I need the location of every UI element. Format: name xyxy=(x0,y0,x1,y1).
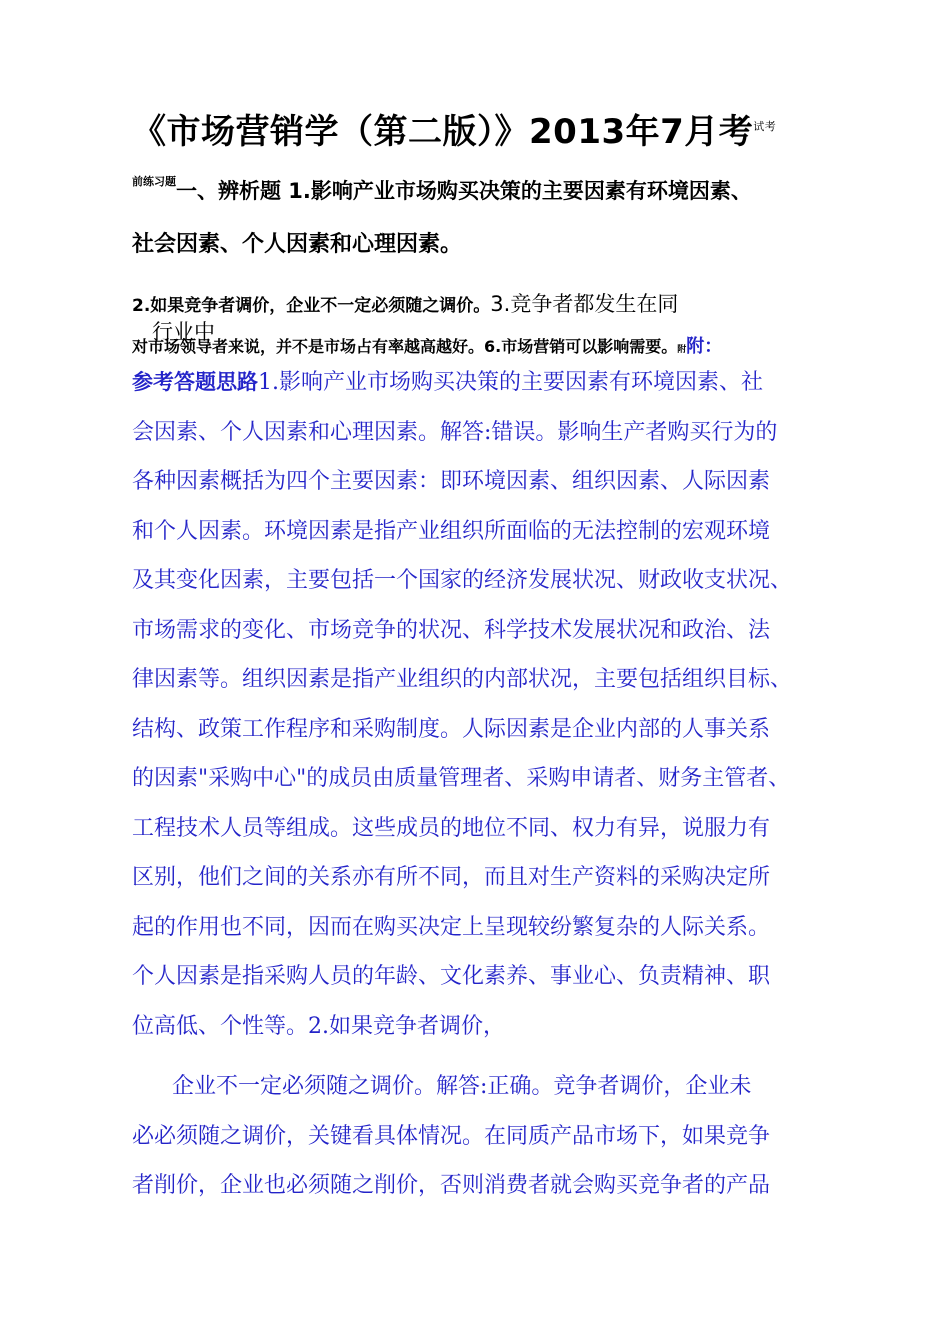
question-line-1 xyxy=(132,175,752,205)
document-title xyxy=(132,104,776,153)
answer-paragraph-2 xyxy=(132,1062,832,1211)
answer-line: 位高低、个性等。2.如果竞争者调价， xyxy=(132,1013,505,1039)
answer-line: 各种因素概括为四个主要因素：即环境因素、组织因素、人际因素 xyxy=(132,469,771,494)
answer-line: 者削价，企业也必须随之削价，否则消费者就会购买竞争者的产品 xyxy=(132,1173,771,1198)
answer-line: 区别，他们之间的关系亦有所不同，而且对生产资料的采购决定所 xyxy=(132,865,771,890)
answer-line: 会因素、个人因素和心理因素。解答:错误。影响生产者购买行为的 xyxy=(132,419,778,445)
question-line-3 xyxy=(132,288,678,318)
appendix-label: 附： xyxy=(686,336,723,357)
question-text-3b: 3.竞争者都发生在同 xyxy=(490,292,679,316)
answer-line: 律因素等。组织因素是指产业组织的内部状况，主要包括组织目标、 xyxy=(132,667,793,692)
answer-line: 工程技术人员等组成。这些成员的地位不同、权力有异，说服力有 xyxy=(132,815,771,841)
answer-header: 参考答题思路 xyxy=(132,370,258,394)
answer-line xyxy=(132,358,852,408)
question-line-2: 社会因素、个人因素和心理因素。 xyxy=(132,232,463,257)
answer-line: 个人因素是指采购人员的年龄、文化素养、事业心、负责精神、职 xyxy=(132,964,771,989)
title-main: 《市场营销学（第二版）》2013年7月考 xyxy=(132,112,754,152)
answer-line: 起的作用也不同，因而在购买决定上呈现较纷繁复杂的人际关系。 xyxy=(132,914,771,940)
title-superscript: 试考 xyxy=(753,120,777,133)
answer-line: 必必须随之调价，关键看具体情况。在同质产品市场下，如果竞争 xyxy=(132,1123,771,1149)
answer-block xyxy=(132,358,852,1051)
answer-line: 市场需求的变化、市场竞争的状况、科学技术发展状况和政治、法 xyxy=(132,617,771,643)
question-text-3a: 2.如果竞争者调价，企业不一定必须随之调价。 xyxy=(132,296,491,316)
question-line-4 xyxy=(132,332,722,358)
question-prefix: 前练习题 xyxy=(132,175,176,188)
answer-line-text: 1.影响产业市场购买决策的主要因素有环境因素、社 xyxy=(258,370,763,395)
answer-line: 企业不一定必须随之调价。解答:正确。竞争者调价，企业未 xyxy=(172,1074,752,1099)
answer-line: 及其变化因素，主要包括一个国家的经济发展状况、财政收支状况、 xyxy=(132,568,793,593)
answer-line: 结构、政策工作程序和采购制度。人际因素是企业内部的人事关系 xyxy=(132,716,771,742)
answer-line: 和个人因素。环境因素是指产业组织所面临的无法控制的宏观环境 xyxy=(132,518,771,544)
question-text-4a: 对市场领导者来说，并不是市场占有率越高越好。6.市场营销可以影响需要。 xyxy=(132,337,678,356)
answer-line: 的因素"采购中心"的成员由质量管理者、采购申请者、财务主管者、 xyxy=(132,766,791,791)
overlapping-text: 行业中 xyxy=(152,320,215,344)
question-text-4-tiny: 附 xyxy=(677,345,687,355)
question-text-1: 一、辨析题 1.影响产业市场购买决策的主要因素有环境因素、 xyxy=(176,179,752,203)
